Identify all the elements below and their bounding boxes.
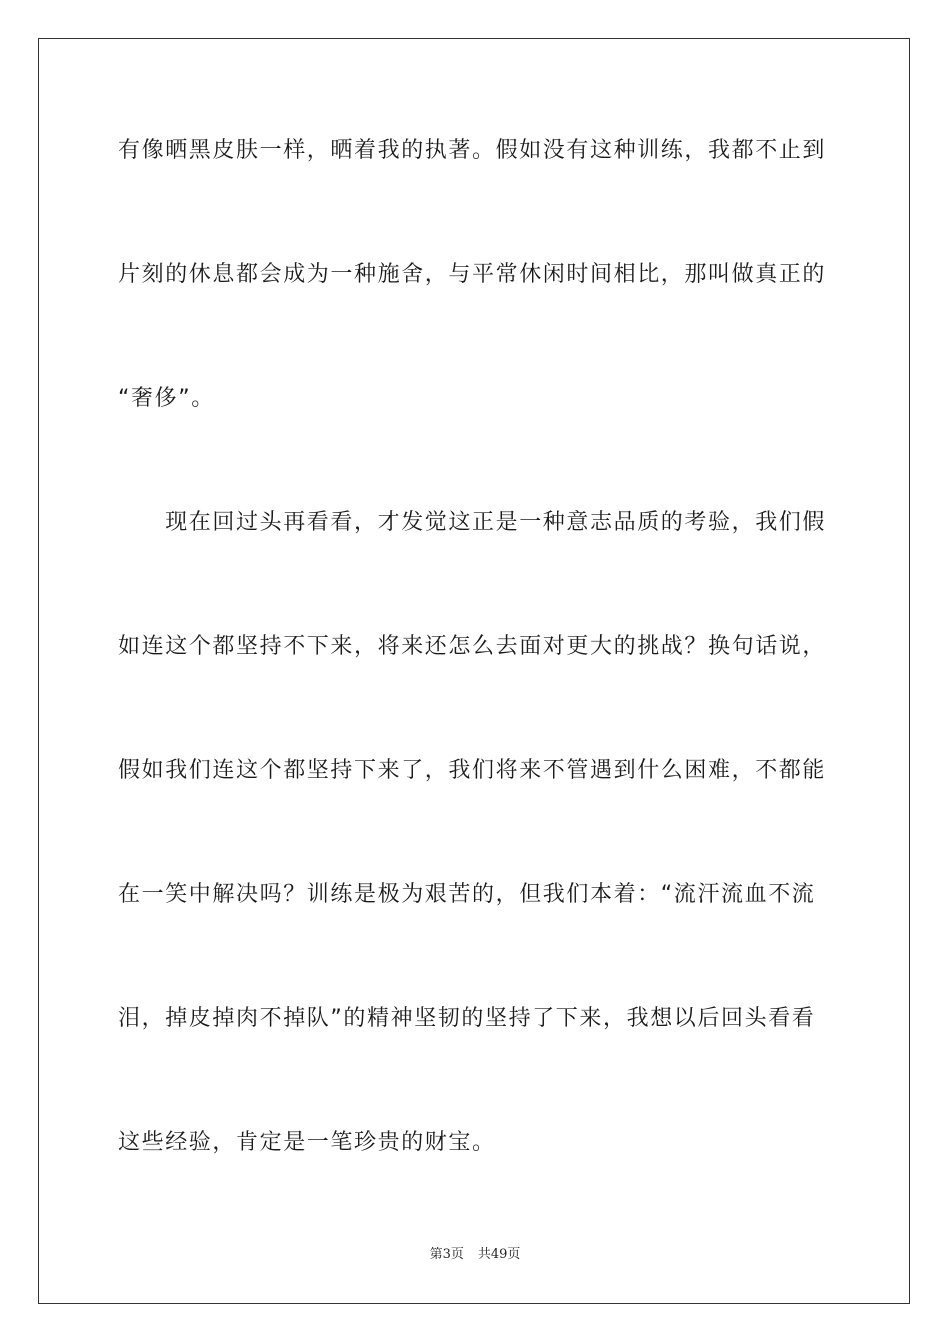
page-footer — [0, 1246, 950, 1264]
total-pages: 共49页 — [477, 1247, 521, 1262]
text-line: 现在回过头再看看，才发觉这正是一种意志品质的考验，我们假 — [118, 510, 827, 535]
text-line: “奢侈”。 — [118, 386, 215, 411]
page-number: 第3页 — [429, 1247, 464, 1262]
text-line: 假如我们连这个都坚持下来了，我们将来不管遇到什么困难，不都能 — [118, 758, 827, 783]
text-line: 在一笑中解决吗？训练是极为艰苦的，但我们本着：“流汗流血不流 — [118, 882, 816, 907]
page-border — [38, 38, 910, 1304]
text-line: 片刻的休息都会成为一种施舍，与平常休闲时间相比，那叫做真正的 — [118, 262, 827, 287]
text-line: 这些经验，肯定是一笔珍贵的财宝。 — [118, 1130, 496, 1155]
text-line: 泪，掉皮掉肉不掉队”的精神坚韧的坚持了下来，我想以后回头看看 — [118, 1006, 816, 1031]
text-line: 如连这个都坚持不下来，将来还怎么去面对更大的挑战？换句话说， — [118, 634, 827, 659]
text-line: 有像晒黑皮肤一样，晒着我的执著。假如没有这种训练，我都不止到 — [118, 138, 827, 163]
